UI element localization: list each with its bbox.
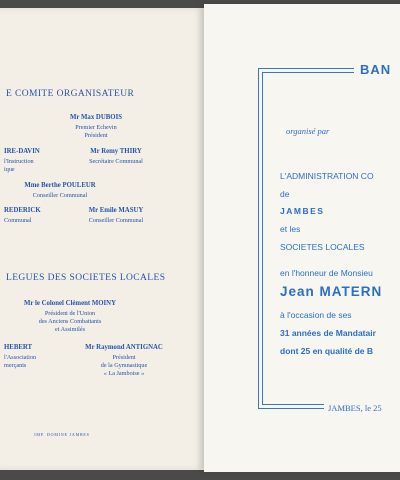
date-line: JAMBES, le 25 xyxy=(328,403,382,413)
member-role: Conseiller Communal xyxy=(88,217,144,224)
member-role: Communal xyxy=(4,217,32,224)
delegate-role: merçants xyxy=(4,362,27,369)
right-page xyxy=(204,4,400,472)
left-page xyxy=(0,8,206,470)
et-les-line: et les xyxy=(280,224,301,234)
delegate-name: HEBERT xyxy=(4,344,33,351)
delegate-role: et Assimilés xyxy=(54,326,86,333)
occasion-line: à l'occasion de ses xyxy=(280,310,352,320)
member-role: Premier Echevin xyxy=(75,124,117,131)
member-name: Mr Emile MASUY xyxy=(88,207,144,214)
member-role: ique xyxy=(4,166,15,173)
delegate-role: des Anciens Combattants xyxy=(38,318,102,325)
member-role: Secrétaire Communal xyxy=(89,158,143,165)
printer-imprint: IMP. DOMINE JAMBES xyxy=(34,432,90,437)
quality-line: dont 25 en qualité de B xyxy=(280,346,374,356)
delegate-role: l'Association xyxy=(4,354,37,361)
member-role: Conseiller Communal xyxy=(32,192,88,199)
societies-line: SOCIETES LOCALES xyxy=(280,242,365,252)
member-role: Président xyxy=(84,132,108,139)
organised-by: organisé par xyxy=(286,126,330,136)
committee-heading: E COMITE ORGANISATEUR xyxy=(6,89,135,99)
frame-left-border xyxy=(258,68,259,408)
de-line: de xyxy=(280,189,290,199)
delegate-name: Mr le Colonel Clément MOINY xyxy=(24,300,116,307)
event-title: BAN xyxy=(360,62,392,77)
delegate-role: Président de l'Union xyxy=(44,310,96,317)
administration-line: L'ADMINISTRATION CO xyxy=(280,171,374,181)
delegate-name: Mr Raymond ANTIGNAC xyxy=(85,344,163,351)
delegate-role: Président xyxy=(112,354,136,361)
member-name: REDERICK xyxy=(4,207,41,214)
member-role: l'Instruction xyxy=(4,158,34,165)
honoree-name: Jean MATERN xyxy=(280,284,383,299)
delegates-heading: LEGUES DES SOCIETES LOCALES xyxy=(6,273,166,283)
delegate-role: de la Gymnastique xyxy=(100,362,148,369)
frame-bottom-border xyxy=(258,408,324,409)
member-name: IRE-DAVIN xyxy=(4,148,40,155)
town-name: JAMBES xyxy=(280,206,325,216)
member-name: Mr Max DUBOIS xyxy=(70,114,122,121)
delegate-role: « La Jamboise » xyxy=(103,370,145,377)
honour-line: en l'honneur de Monsieu xyxy=(280,268,373,278)
member-name: Mme Berthe POULEUR xyxy=(24,182,96,189)
member-name: Mr Remy THIRY xyxy=(90,148,142,155)
frame-bottom-inner xyxy=(262,404,324,405)
years-line: 31 années de Mandatair xyxy=(280,328,376,338)
frame-top-inner xyxy=(262,72,354,73)
frame-left-inner xyxy=(262,72,263,404)
frame-top-border xyxy=(258,68,354,69)
